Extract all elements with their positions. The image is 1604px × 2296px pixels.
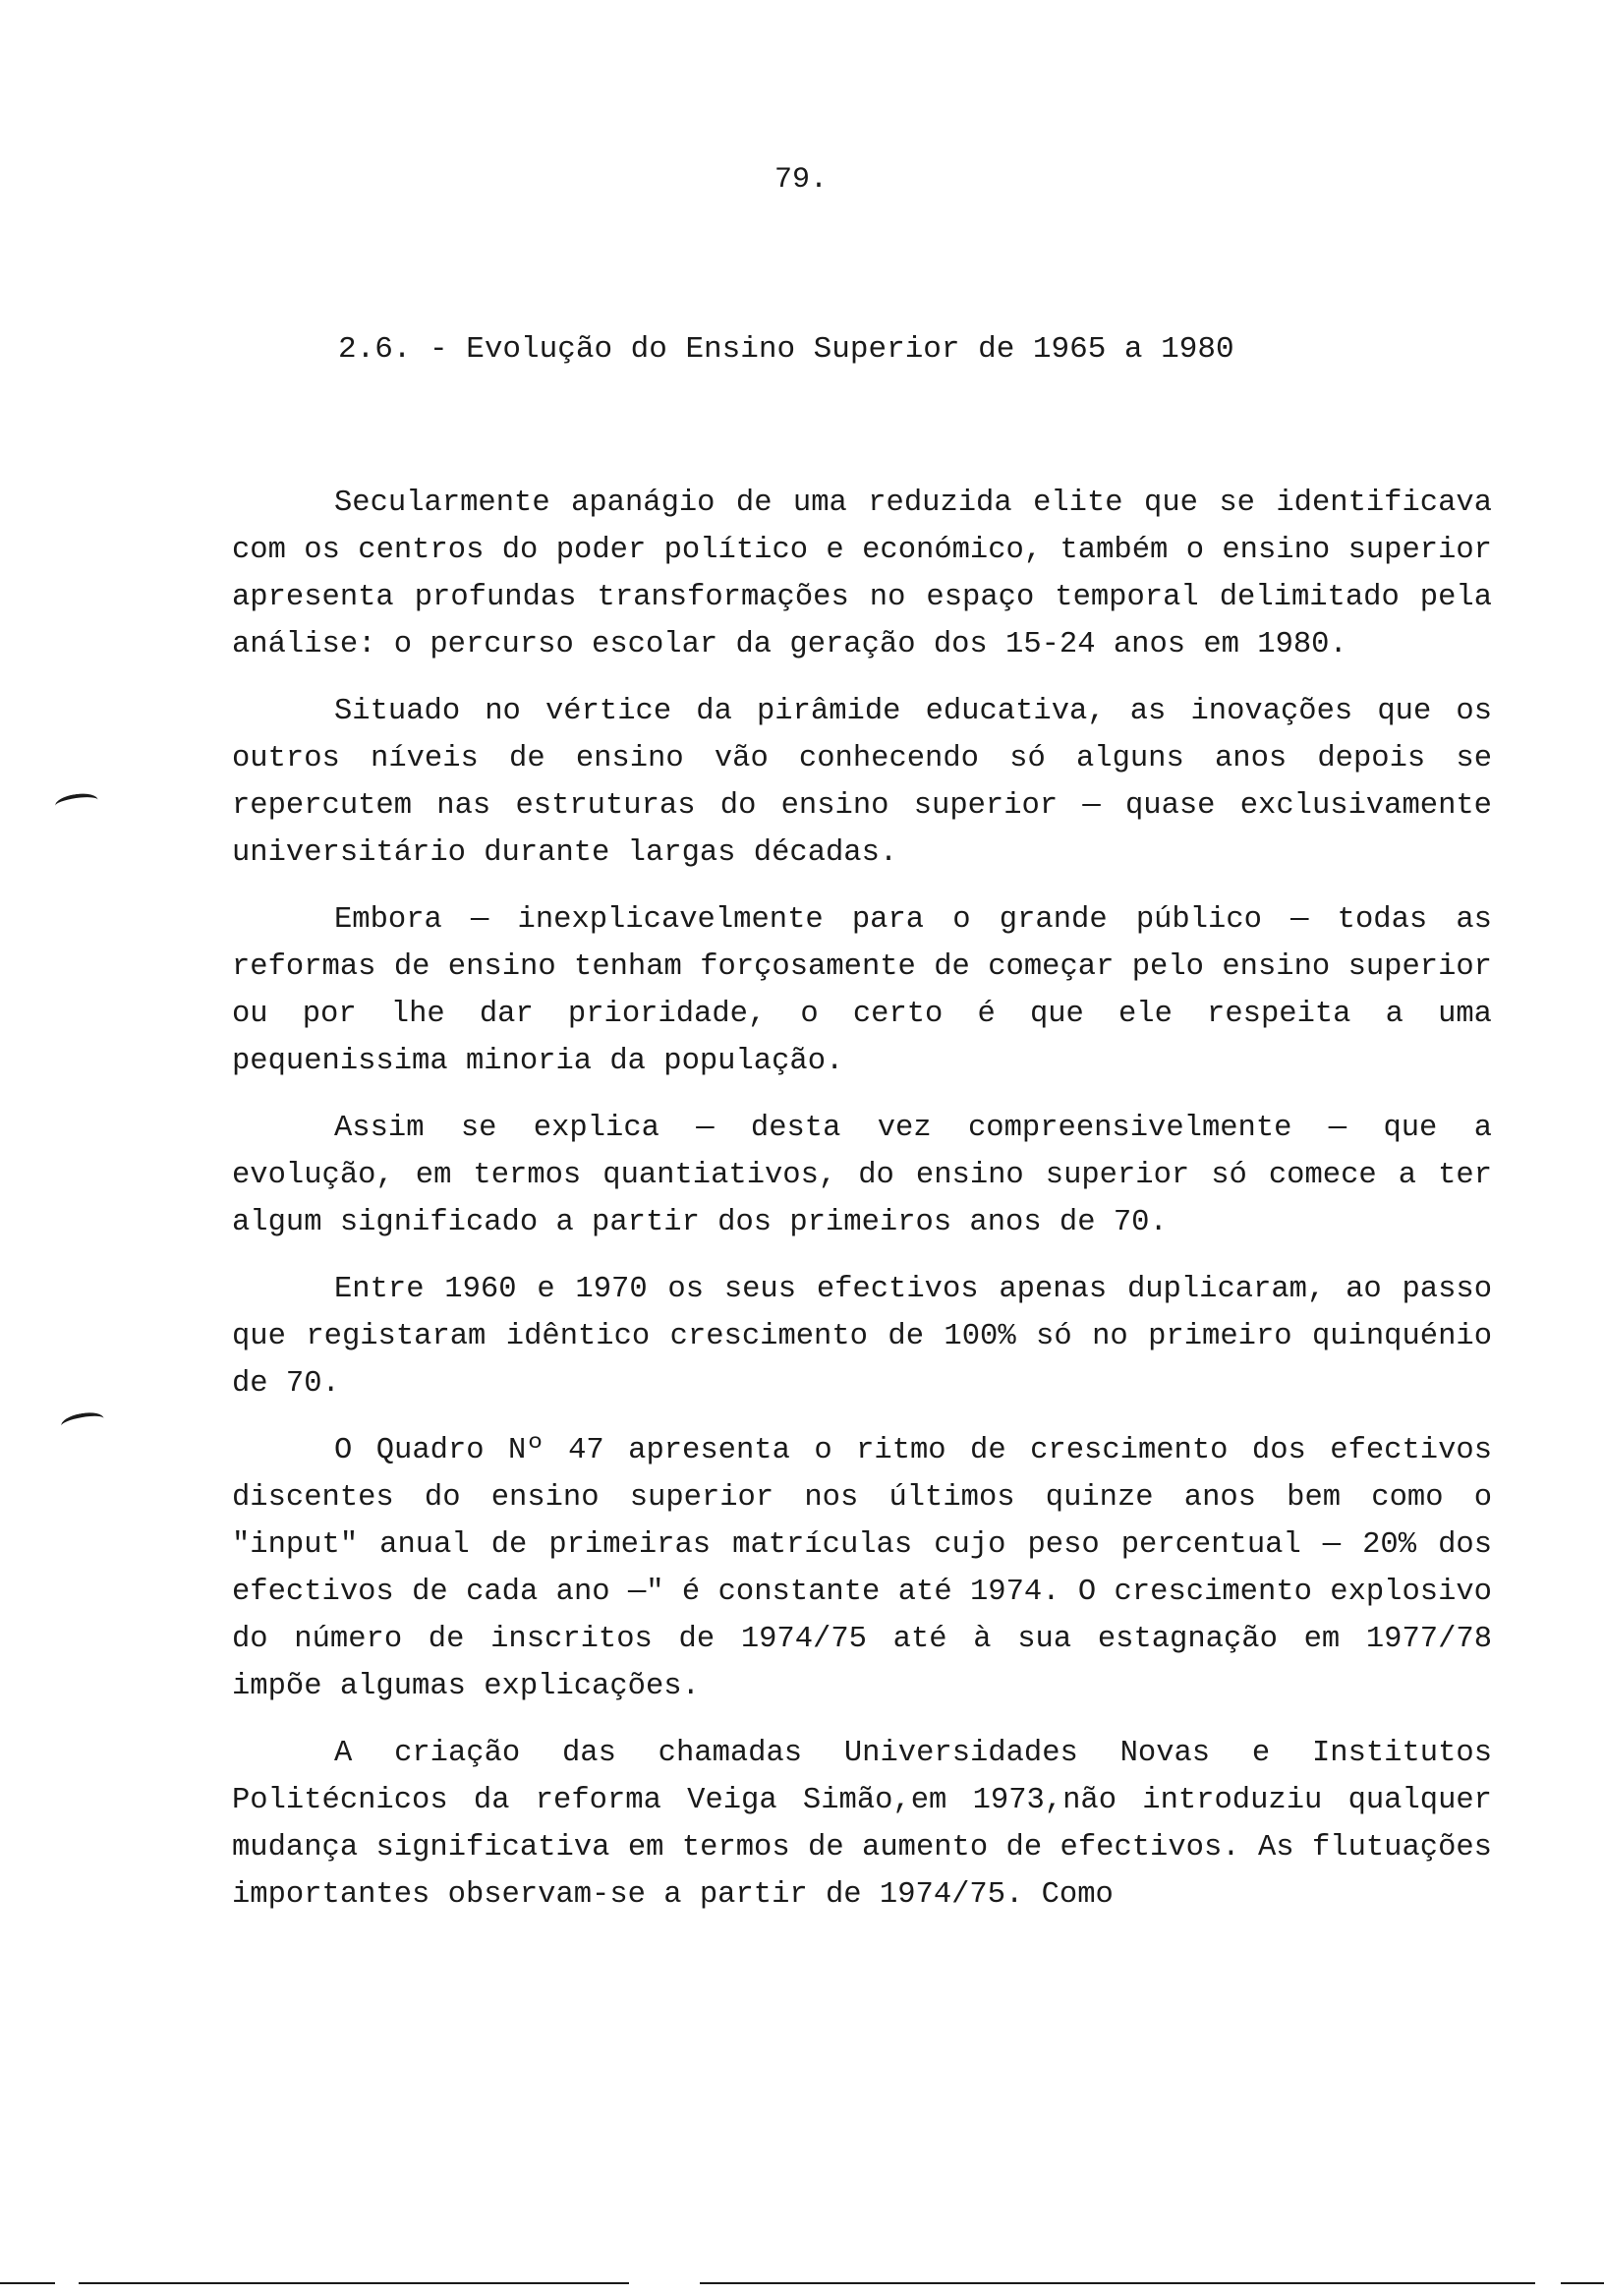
paragraph: Situado no vértice da pirâmide educativa, as inovações que os outros níveis de ensino vão conhecendo só alguns anos depois se repercutem nas estruturas do ensino superior — quase exclusivamente universitário durante largas décadas.	[232, 695, 1492, 870]
footer-rule	[79, 2282, 629, 2284]
paragraph: A criação das chamadas Universidades Novas e Institutos Politécnicos da reforma Veiga Simão,em 1973,não introduziu qualquer mudança significativa em termos de aumento de efectivos. As flutuações importantes observam-se a partir de 1974/75. Como	[232, 1737, 1492, 1912]
footer-rule	[700, 2282, 1535, 2284]
body-text	[232, 480, 1492, 1938]
page-number: 79.	[774, 163, 829, 197]
paragraph: O Quadro Nº 47 apresenta o ritmo de crescimento dos efectivos discentes do ensino superior nos últimos quinze anos bem como o "input" anual de primeiras matrículas cujo peso percentual — 20% dos efectivos de cada ano —" é constante até 1974. O crescimento explosivo do número de inscritos de 1974/75 até à sua estagnação em 1977/78 impõe algumas explicações.	[232, 1434, 1492, 1703]
paragraph: Secularmente apanágio de uma reduzida elite que se identificava com os centros do poder político e económico, também o ensino superior apresenta profundas transformações no espaço temporal delimitado pela análise: o percurso escolar da geração dos 15-24 anos em 1980.	[232, 487, 1492, 661]
paragraph: Assim se explica — desta vez compreensivelmente — que a evolução, em termos quantiativos, do ensino superior só comece a ter algum significado a partir dos primeiros anos de 70.	[232, 1112, 1492, 1239]
paragraph: Entre 1960 e 1970 os seus efectivos apenas duplicaram, ao passo que registaram idêntico crescimento de 100% só no primeiro quinquénio de 70.	[232, 1273, 1492, 1401]
footer-rule	[1561, 2282, 1604, 2284]
footer-rule	[0, 2282, 55, 2284]
binding-hole-mark	[54, 791, 99, 815]
binding-hole-mark	[60, 1409, 105, 1434]
section-heading: 2.6. - Evolução do Ensino Superior de 1965 a 1980	[338, 332, 1234, 367]
paragraph: Embora — inexplicavelmente para o grande público — todas as reformas de ensino tenham forçosamente de começar pelo ensino superior ou por lhe dar prioridade, o certo é que ele respeita a uma pequenissima minoria da população.	[232, 903, 1492, 1078]
